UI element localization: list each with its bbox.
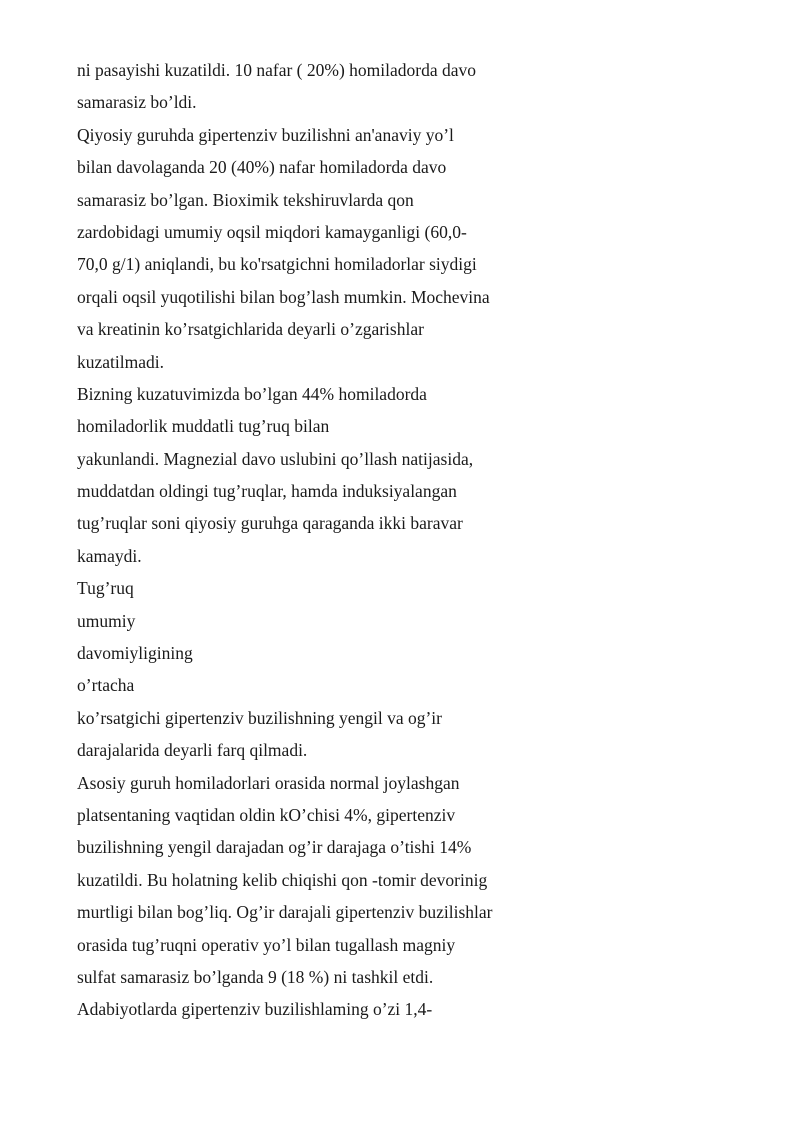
text-line: 70,0 g/1) aniqlandi, bu ko'rsatgichni homiladorlar siydigi: [77, 254, 477, 275]
text-line: zardobidagi umumiy oqsil miqdori kamayganligi (60,0-: [77, 221, 467, 242]
text-line: o’rtacha: [77, 675, 135, 696]
text-line: Adabiyotlarda gipertenziv buzilishlaming o’zi 1,4-: [77, 999, 433, 1020]
text-line: Qiyosiy guruhda gipertenziv buzilishni an'anaviy yo’l: [77, 124, 454, 145]
text-line: Tug’ruq: [77, 578, 134, 599]
text-line: platsentaning vaqtidan oldin kO’chisi 4%, gipertenziv: [77, 804, 456, 825]
text-line: kuzatildi. Bu holatning kelib chiqishi qon -tomir devorinig: [77, 869, 488, 890]
text-line: kamaydi.: [77, 545, 142, 566]
text-line: orqali oqsil yuqotilishi bilan bog’lash mumkin. Mochevina: [77, 286, 490, 307]
text-line: umumiy: [77, 610, 136, 631]
text-line: bilan davolaganda 20 (40%) nafar homiladorda davo: [77, 157, 447, 178]
text-line: samarasiz bo’lgan. Bioximik tekshiruvlarda qon: [77, 189, 414, 210]
text-line: murtligi bilan bog’liq. Og’ir darajali gipertenziv buzilishlar: [77, 902, 493, 923]
text-line: davomiyligining: [77, 643, 193, 664]
text-line: samarasiz bo’ldi.: [77, 92, 197, 113]
text-line: Asosiy guruh homiladorlari orasida normal joylashgan: [77, 772, 460, 793]
text-line: buzilishning yengil darajadan og’ir darajaga o’tishi 14%: [77, 837, 472, 858]
body-text: [77, 54, 757, 1026]
text-line: va kreatinin ko’rsatgichlarida deyarli o’zgarishlar: [77, 319, 424, 340]
text-line: orasida tug’ruqni operativ yo’l bilan tugallash magniy: [77, 934, 456, 955]
text-line: ko’rsatgichi gipertenziv buzilishning yengil va og’ir: [77, 707, 442, 728]
text-line: Bizning kuzatuvimizda bo’lgan 44% homiladorda: [77, 383, 427, 404]
text-line: muddatdan oldingi tug’ruqlar, hamda induksiyalangan: [77, 481, 457, 502]
text-line: tug’ruqlar soni qiyosiy guruhga qaraganda ikki baravar: [77, 513, 463, 534]
text-line: sulfat samarasiz bo’lganda 9 (18 %) ni tashkil etdi.: [77, 966, 434, 987]
text-line: darajalarida deyarli farq qilmadi.: [77, 740, 308, 761]
text-line: homiladorlik muddatli tug’ruq bilan: [77, 416, 330, 437]
text-line: ni pasayishi kuzatildi. 10 nafar ( 20%) homiladorda davo: [77, 60, 476, 80]
text-line: kuzatilmadi.: [77, 351, 164, 372]
text-line: yakunlandi. Magnezial davo uslubini qo’llash natijasida,: [77, 448, 474, 469]
